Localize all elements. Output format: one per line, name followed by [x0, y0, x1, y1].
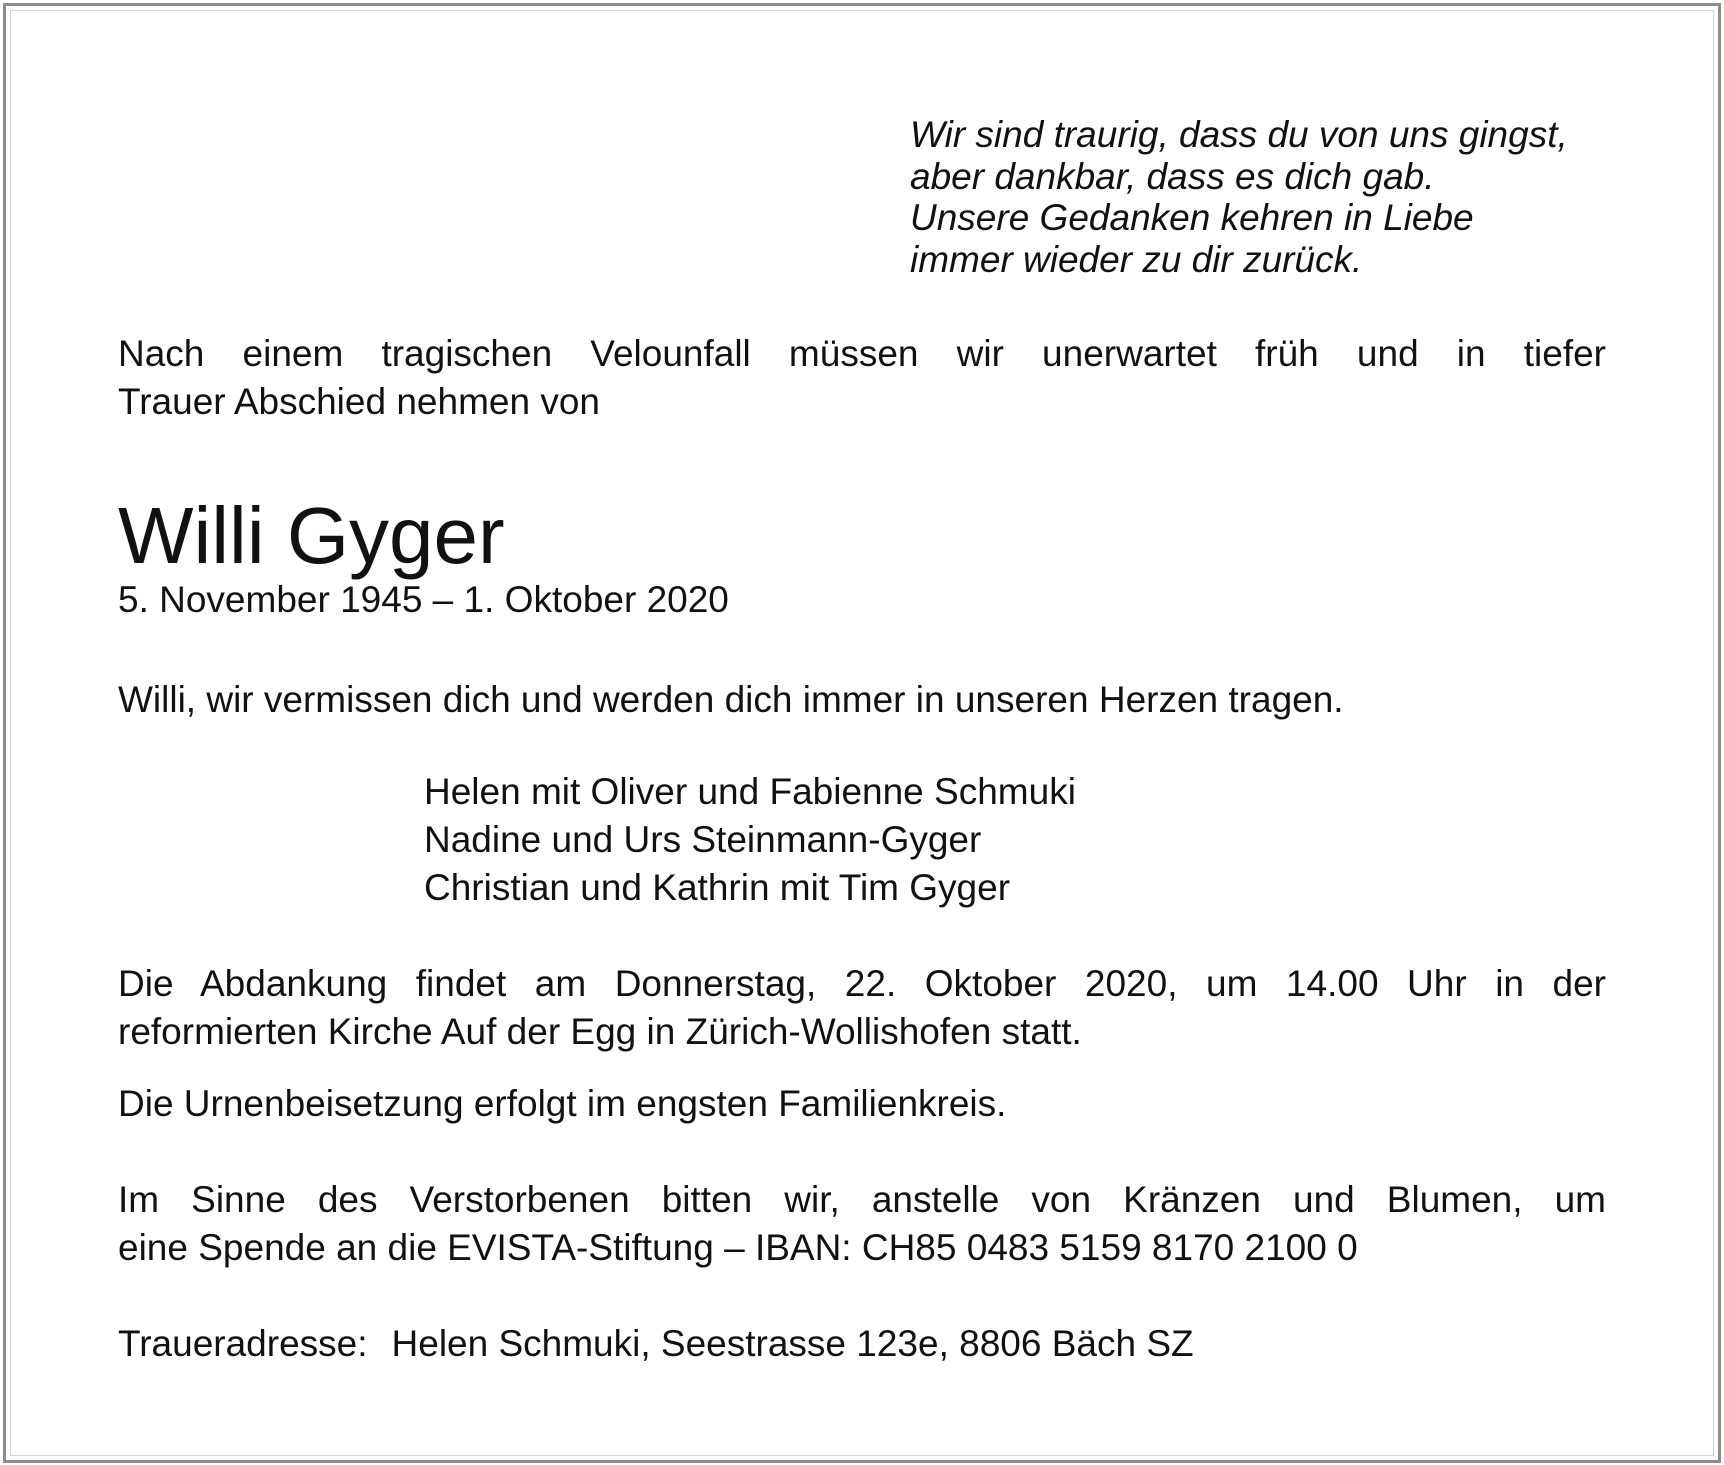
intro-line-1: Nach einem tragischen Velounfall müssen wir unerwartet früh und in tiefer [118, 333, 1606, 374]
memorial-quote [910, 114, 1568, 280]
farewell-message [118, 676, 1606, 724]
intro-paragraph [118, 330, 1606, 426]
donation-line-1: Im Sinne des Verstorbenen bitten wir, anstelle von Kränzen und Blumen, um [118, 1179, 1606, 1220]
ceremony-paragraph [118, 960, 1606, 1056]
burial-text: Die Urnenbeisetzung erfolgt im engsten Familienkreis. [118, 1083, 1007, 1124]
address-value: Helen Schmuki, Seestrasse 123e, 8806 Bäch SZ [391, 1323, 1194, 1364]
mourner-line-3: Christian und Kathrin mit Tim Gyger [424, 867, 1011, 908]
address-label: Traueradresse: [118, 1323, 368, 1364]
mourners-list [424, 768, 1076, 912]
quote-line-4: immer wieder zu dir zurück. [910, 238, 1363, 280]
burial-paragraph [118, 1080, 1606, 1128]
intro-line-2: Trauer Abschied nehmen von [118, 381, 600, 422]
mourner-line-1: Helen mit Oliver und Fabienne Schmuki [424, 771, 1076, 812]
ceremony-line-2: reformierten Kirche Auf der Egg in Zürich-Wollishofen statt. [118, 1011, 1082, 1052]
quote-line-1: Wir sind traurig, dass du von uns gingst, [910, 114, 1568, 155]
mourning-address [118, 1320, 1194, 1368]
quote-line-2: aber dankbar, dass es dich gab. [910, 155, 1435, 197]
ceremony-line-1: Die Abdankung findet am Donnerstag, 22. Oktober 2020, um 14.00 Uhr in der [118, 963, 1606, 1004]
donation-paragraph [118, 1176, 1606, 1272]
deceased-name: Willi Gyger [118, 491, 505, 580]
farewell-message-text: Willi, wir vermissen dich und werden dich immer in unseren Herzen tragen. [118, 679, 1344, 720]
life-dates: 5. November 1945 – 1. Oktober 2020 [118, 579, 729, 620]
mourner-line-2: Nadine und Urs Steinmann-Gyger [424, 819, 982, 860]
donation-line-2: eine Spende an die EVISTA-Stiftung – IBAN: CH85 0483 5159 8170 2100 0 [118, 1227, 1358, 1268]
quote-line-3: Unsere Gedanken kehren in Liebe [910, 197, 1474, 238]
